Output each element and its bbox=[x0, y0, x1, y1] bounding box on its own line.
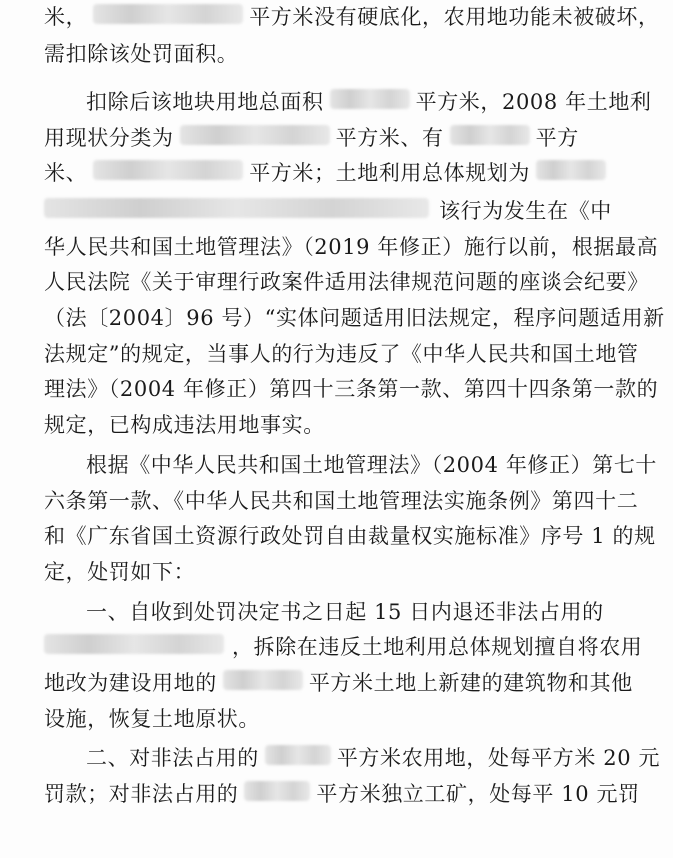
redacted-area bbox=[93, 160, 243, 180]
text-line bbox=[44, 779, 644, 809]
text-line bbox=[44, 2, 660, 32]
redacted-area bbox=[44, 634, 224, 654]
line-text: 平方米，2008 年土地利 bbox=[415, 90, 652, 114]
line-text: 理法》（2004 年修正）第四十三条第一款、第四十四条第一款的 bbox=[44, 377, 659, 401]
line-text: 二、对非法占用的 bbox=[86, 746, 259, 770]
text-line bbox=[44, 521, 656, 551]
text-line bbox=[44, 410, 644, 440]
line-text: 平方米、有 bbox=[335, 126, 444, 150]
text-line bbox=[86, 450, 673, 480]
text-line bbox=[44, 267, 649, 297]
line-text: 华人民共和国土地管理法》（2019 年修正）施行以前，根据最高 bbox=[44, 235, 659, 259]
line-text: 平方米农用地，处每平方米 20 元 bbox=[336, 746, 661, 770]
redacted-area bbox=[93, 4, 243, 24]
redacted-area bbox=[330, 89, 410, 109]
line-text: 六条第一款、《中华人民共和国土地管理法实施条例》第四十二 bbox=[44, 489, 639, 513]
line-text: 米、 bbox=[44, 161, 88, 185]
text-line bbox=[44, 557, 644, 587]
text-line bbox=[86, 597, 673, 627]
redacted-area bbox=[244, 781, 310, 801]
line-text: 人民法院《关于审理行政案件适用法律规范问题的座谈会纪要》 bbox=[44, 270, 649, 294]
text-line bbox=[44, 339, 644, 369]
text-line bbox=[44, 632, 644, 662]
text-line bbox=[86, 743, 673, 773]
line-text: 规定，已构成违法用地事实。 bbox=[44, 413, 325, 437]
redacted-area bbox=[536, 160, 606, 180]
text-line bbox=[44, 196, 644, 226]
text-line bbox=[44, 374, 659, 404]
line-text: 地改为建设用地的 bbox=[44, 671, 217, 695]
text-line bbox=[44, 668, 644, 698]
redacted-area bbox=[265, 745, 331, 765]
line-text: 设施，恢复土地原状。 bbox=[44, 707, 260, 731]
text-line bbox=[44, 704, 644, 734]
line-text: 平方米土地上新建的建筑物和其他 bbox=[308, 671, 633, 695]
redacted-area bbox=[223, 670, 303, 690]
line-text: 罚款；对非法占用的 bbox=[44, 782, 239, 806]
redacted-area bbox=[450, 125, 530, 145]
line-text: 该行为发生在《中 bbox=[439, 199, 612, 223]
text-line bbox=[44, 39, 644, 69]
text-line bbox=[86, 87, 673, 117]
line-text: 平方米独立工矿，处每平 10 元罚 bbox=[316, 782, 640, 806]
text-line bbox=[44, 486, 644, 516]
line-text: 平方米没有硬底化，农用地功能未被破坏， bbox=[249, 5, 660, 29]
line-text: 用现状分类为 bbox=[44, 126, 174, 150]
line-text: 平方米；土地利用总体规划为 bbox=[249, 161, 531, 185]
line-text: 平方 bbox=[535, 126, 579, 150]
line-text: 定，处罚如下： bbox=[44, 560, 196, 584]
line-text: 需扣除该处罚面积。 bbox=[44, 42, 239, 66]
redacted-area bbox=[180, 125, 330, 145]
line-text: （法〔2004〕96 号）“实体问题适用旧法规定，程序问题适用新 bbox=[44, 306, 665, 330]
text-line bbox=[44, 232, 659, 262]
line-text: 一、自收到处罚决定书之日起 15 日内退还非法占用的 bbox=[86, 600, 604, 624]
line-text: 法规定”的规定，当事人的行为违反了《中华人民共和国土地管 bbox=[44, 342, 639, 366]
text-line bbox=[44, 158, 644, 188]
text-line bbox=[44, 123, 644, 153]
line-text: ，拆除在违反土地利用总体规划擅自将农用 bbox=[232, 635, 643, 659]
text-line bbox=[44, 303, 665, 333]
line-text: 扣除后该地块用地总面积 bbox=[86, 90, 324, 114]
redacted-area bbox=[44, 198, 429, 218]
line-text: 米， bbox=[44, 5, 88, 29]
line-text: 根据《中华人民共和国土地管理法》（2004 年修正）第七十 bbox=[86, 453, 658, 477]
line-text: 和《广东省国土资源行政处罚自由裁量权实施标准》序号 1 的规 bbox=[44, 524, 656, 548]
